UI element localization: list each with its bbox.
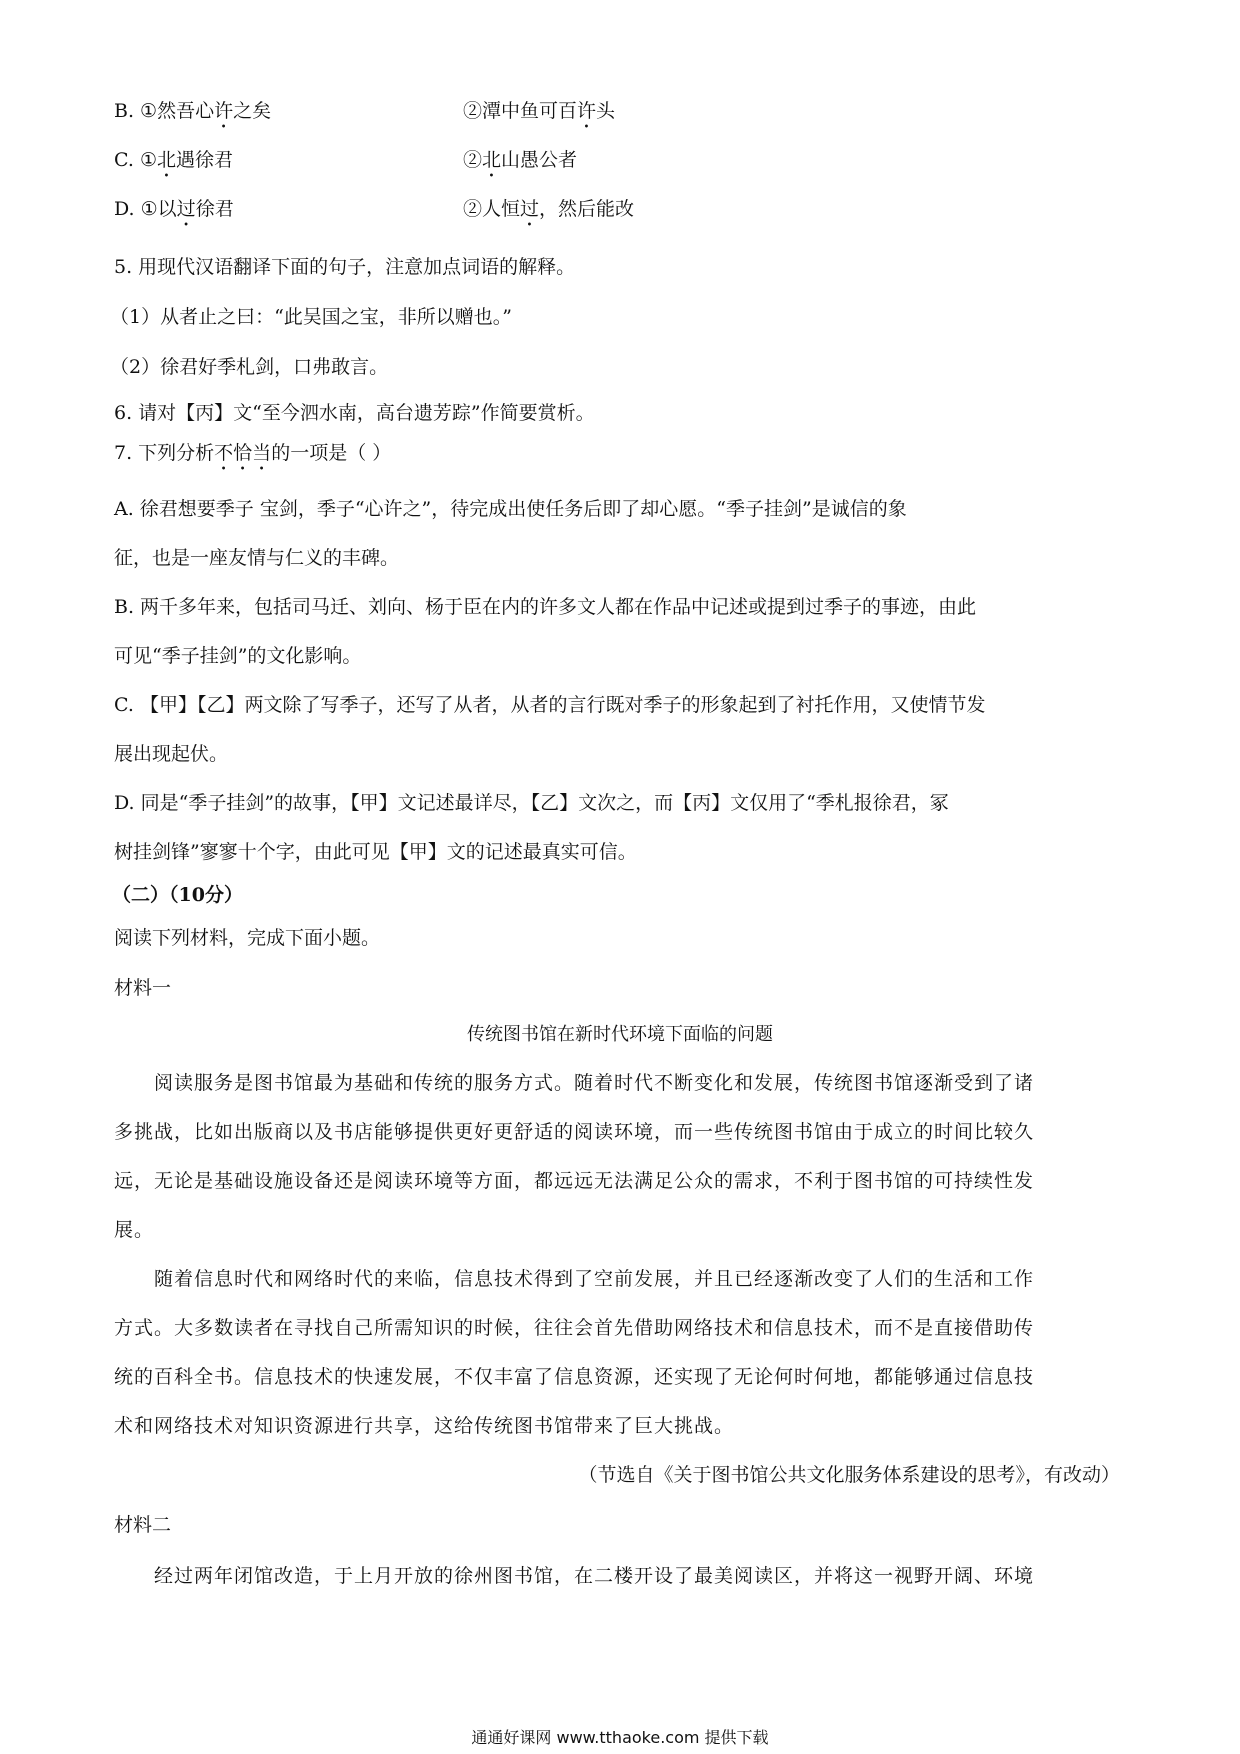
material-1-source: （节选自《关于图书馆公共文化服务体系建设的思考》，有改动） (578, 1464, 1120, 1486)
option-7c-line2: 展出现起伏。 (114, 743, 229, 765)
material-1-paragraph-1-line4: 展。 (114, 1219, 155, 1241)
option-c-2: ②北山愚公者 (463, 149, 578, 171)
material-1-paragraph-1-line1: 阅读服务是图书馆最为基础和传统的服务方式。随着时代不断变化和发展，传统图书馆逐渐受到了诸 (154, 1072, 1035, 1094)
page-footer: 通通好课网 www.tthaoke.com 提供下载 (471, 1728, 769, 1747)
option-d-2: ②人恒过，然后能改 (463, 198, 635, 220)
option-7c-line1: C. 【甲】【乙】两文除了写季子，还写了从者，从者的言行既对季子的形象起到了衬托作用，又使情节发 (114, 694, 986, 716)
material-2-label: 材料二 (114, 1514, 172, 1536)
material-1-paragraph-1-line3: 远，无论是基础设施设备还是阅读环境等方面，都远远无法满足公众的需求，不利于图书馆的可持续性发 (114, 1170, 1035, 1192)
option-7d-line2: 树挂剑锋”寥寥十个字，由此可见【甲】文的记述最真实可信。 (114, 841, 637, 863)
material-1-paragraph-2-line4: 术和网络技术对知识资源进行共享，这给传统图书馆带来了巨大挑战。 (114, 1415, 735, 1437)
option-7a-line2: 征，也是一座友情与仁义的丰碑。 (114, 547, 400, 569)
option-7b-line2: 可见“季子挂剑”的文化影响。 (114, 645, 362, 667)
material-1-paragraph-2-line2: 方式。大多数读者在寻找自己所需知识的时候，往往会首先借助网络技术和信息技术，而不是直接借助传 (114, 1317, 1035, 1339)
material-2-paragraph-1-line1: 经过两年闭馆改造，于上月开放的徐州图书馆，在二楼开设了最美阅读区，并将这一视野开阔、环境 (154, 1565, 1035, 1587)
option-7b-line1: B. 两千多年来，包括司马迁、刘向、杨于臣在内的许多文人都在作品中记述或提到过季子的事迹，由此 (114, 596, 977, 618)
question-6: 6. 请对【丙】文“至今泗水南，高台遗芳踪”作简要赏析。 (114, 402, 595, 424)
option-7d-line1: D. 同是“季子挂剑”的故事，【甲】文记述最详尽，【乙】文次之，而【丙】文仅用了“季札报徐君，冢 (114, 792, 949, 814)
material-1-paragraph-2-line3: 统的百科全书。信息技术的快速发展，不仅丰富了信息资源，还实现了无论何时何地，都能够通过信息技 (114, 1366, 1035, 1388)
question-5-stem: 5. 用现代汉语翻译下面的句子，注意加点词语的解释。 (114, 256, 576, 278)
material-1-paragraph-2-line1: 随着信息时代和网络时代的来临，信息技术得到了空前发展，并且已经逐渐改变了人们的生活和工作 (154, 1268, 1035, 1290)
section-2-instruction: 阅读下列材料，完成下面小题。 (114, 927, 381, 949)
option-7a-line1: A. 徐君想要季子 宝剑，季子“心许之”，待完成出使任务后即了却心愿。“季子挂剑”是诚信的象 (114, 498, 907, 520)
material-1-paragraph-1-line2: 多挑战，比如出版商以及书店能够提供更好更舒适的阅读环境，而一些传统图书馆由于成立的时间比较久 (114, 1121, 1035, 1143)
option-b-1: B. ①然吾心许之矣 (114, 100, 272, 122)
question-5-sentence-2: （2）徐君好季札剑，口弗敢言。 (110, 356, 389, 378)
material-1-label: 材料一 (114, 977, 172, 999)
question-7-stem: 7. 下列分析不恰当的一项是（ ） (114, 442, 392, 464)
question-5-sentence-1: （1）从者止之曰：“此吴国之宝，非所以赠也。” (110, 306, 513, 328)
option-d-1: D. ①以过徐君 (114, 198, 234, 220)
option-b-2: ②潭中鱼可百许头 (463, 100, 616, 122)
option-c-1: C. ①北遇徐君 (114, 149, 234, 171)
section-2-heading: （二）（10分） (112, 884, 243, 906)
material-1-title: 传统图书馆在新时代环境下面临的问题 (467, 1024, 773, 1045)
